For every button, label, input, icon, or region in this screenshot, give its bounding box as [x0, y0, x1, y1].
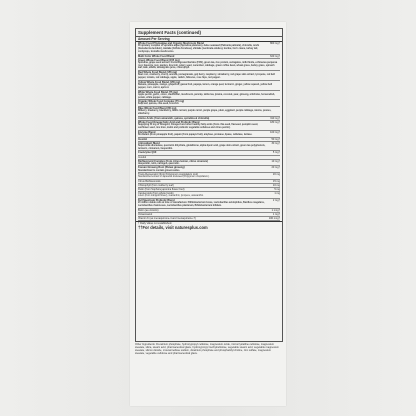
serving-header: Amount Per Serving — [138, 37, 170, 41]
ingredient-name: Whole Food Omega Fatty Acid and Prebiotic Blend — [138, 121, 200, 125]
ingredient-cell — [138, 156, 280, 159]
ingredient-description: Standardized extract of Japanese knotweed (Polygonum cuspidatum). — [138, 176, 210, 179]
ingredient-cell — [138, 209, 272, 212]
ingredient-name: Antioxidant Blend — [138, 141, 160, 145]
ingredient-description: Lutein (from marigold flower), zeaxanthin, lycopene, astaxanthin. — [138, 195, 204, 198]
ingredient-name: Korean Ginseng Root (Panax ginseng) — [138, 166, 185, 170]
ingredient-description: Proprietary complex of spirulina algae (Spirulina platensis), dulse seaweed (Palmaria palmata), chlorella, reishi (Ganoderma lucidum), maitake (Grifola frondosa), shiitake (Lentinula edodes), kombu, lion's mane, turkey tail, cordyceps, tremella mushrooms. — [138, 45, 260, 53]
table-row — [138, 81, 280, 91]
ingredient-name: Trans-Resveratrol (from Polygonum cuspidatum root) — [138, 173, 199, 177]
ingredient-cell — [138, 160, 272, 166]
ingredient-name: Bioflavonoid Complex (from citrus lemon, citrus sinensis) — [138, 159, 209, 163]
table-row — [138, 131, 280, 138]
ingredient-cell — [138, 184, 273, 187]
ingredient-name: Chlorophyll (from mulberry leaf) — [138, 184, 174, 188]
ingredient-amount: 5 mg — [274, 188, 280, 192]
facts-rows — [136, 42, 282, 221]
ingredient-amount: 5 mg† — [272, 151, 280, 155]
ingredient-cell — [138, 121, 270, 130]
ingredient-description: Bilberry, blueberry, blackberry, black currant, purple carrot, purple grape, plum, eggplant, purple cabbage, raisins, prunes, elderberry. — [138, 110, 272, 116]
ingredient-name: Coenzyme Q10 — [138, 151, 157, 155]
ingredient-name: Biotin (as d-biotin) — [138, 209, 159, 213]
ingredient-amount: 800 mg† — [270, 42, 280, 45]
ingredient-name: Amino Acids (from amaranth, quinoa, spirulina & chlorella) — [138, 117, 210, 121]
ingredient-description: Standardized to contain ginsenosides. — [138, 169, 180, 172]
ingredient-name: Carotenoids (from whole foods) — [138, 192, 174, 196]
other-ingredients: Other Ingredients: Di-calcium phosphate, hydroxypropyl cellulose, magnesium oxide, microcrystalline cellulose, magnesium stearate, silica, stearic acid, pharmaceutical glaze, hydroxypropyl methylcellulose, vegetable stearic acid, vegetable magnesium stearate, silicon dioxide, croscarmellose sodium, dicalcium phosphate and phosphatidyl choline, zinc sulfate, magnesium stearate, vegetable cellulose and pharmaceutical glaze. — [135, 343, 279, 356]
ingredient-cell — [138, 213, 273, 216]
ingredient-cell — [138, 81, 280, 90]
ingredient-description: Banana, pineapple, mango, grapefruit, guava fruit, papaya, lemon, orange peel, turmeric, ginger, yellow squash, yellow bell pepper, corn, carrot, apricot. — [138, 83, 273, 89]
ingredient-name: Inositol — [138, 137, 148, 141]
ingredient-amount: 50 mg† — [271, 137, 280, 141]
ingredient-cell — [138, 217, 269, 220]
ingredient-description: Kelp leaf, quinoa, chia seed, broccoli. — [138, 103, 179, 106]
ingredient-description: 20 million viable cells at time of manufacture: Bifidobacterium breve, Lactobacillus acidophilus, Bacillus coagulans, Lactobacillus rhamnosus, Lactobacillus plantarum, Bifidobacterium bifidum. — [138, 202, 265, 208]
ingredient-name: Rutin (from Sophora japonica flower bud) — [138, 188, 185, 192]
ingredient-description: Apple pectin, garlic, onion, cauliflower, mushroom, parsnip, white tea, jicama, coconut, pear, ginseng, artichoke, horseradish, potato, white pepper, cabbage. — [138, 93, 275, 99]
ingredient-name: Multi Color Whole Food Blend — [138, 54, 175, 58]
ingredient-amount: 10 mg — [272, 184, 280, 188]
daily-value-note: † Daily Value not established. — [136, 221, 282, 225]
ingredient-name: Whole Food Phytoalgae and Organic Mushroom Blend — [138, 42, 204, 45]
ingredient-amount: 310 mg† — [270, 117, 280, 121]
ingredient-amount: 100 mg† — [270, 130, 280, 134]
ingredient-cell — [138, 138, 272, 141]
ingredient-cell — [138, 173, 273, 179]
ingredient-amount: 15 mg — [272, 180, 280, 184]
ingredient-cell — [138, 199, 273, 208]
ingredient-cell — [138, 131, 270, 137]
website-note: ††For details, visit naturesplus.com — [138, 225, 208, 231]
ingredient-amount: 1 mg — [274, 192, 280, 196]
ingredient-amount: 20 mg† — [271, 166, 280, 170]
facts-title: Supplement Facts (continued) — [136, 29, 282, 37]
ingredient-description: Hesperidin, rutin, naringen, quercetin. — [138, 162, 180, 165]
ingredient-cell — [138, 180, 273, 183]
ingredient-description: Supplying 50 mg of Omega-3, Omega-6 and other healthy fatty acids (from chia seed, flaxseed, pumpkin seed, sunflower seed, rice bran, inulin and probiotic vegetable cellulose and citrus pectin). — [138, 124, 258, 129]
ingredient-name: Vitamin K (as menaquinone-4 and menaquinone-7) — [138, 217, 196, 221]
ingredient-name: Inositol — [138, 155, 147, 159]
ingredient-amount: 2 mg† — [272, 199, 280, 203]
ingredient-amount: 620 mg† — [270, 54, 280, 58]
ingredient-name: Enzyme Blend — [138, 130, 156, 134]
ingredient-amount: 10 mg† — [271, 159, 280, 163]
ingredient-cell — [138, 151, 273, 154]
ingredient-name: Octacosanol — [138, 213, 153, 217]
ingredient-cell — [138, 100, 280, 106]
ingredient-name: Red Whole Food Blend (155 mg) — [138, 71, 178, 75]
ingredient-cell — [138, 42, 270, 54]
ingredient-description: Superoxide dismutase, quercetin dihydrate, glutathione, alpha-lipoic acid, grape skin extract, green tea polyphenols, turmeric, cinnamon, hesperidin. — [138, 144, 266, 150]
ingredient-cell — [138, 71, 280, 80]
table-row — [138, 107, 280, 117]
ingredient-name: Green Whole Food Blend (155 mg) — [138, 58, 180, 62]
table-row — [138, 71, 280, 81]
ingredient-name: Full Spectrum Probiotic Blend — [138, 199, 175, 203]
ingredient-name: Organic Whole Food Complex (75 mg) — [138, 100, 185, 104]
ingredient-cell — [138, 59, 280, 71]
table-row — [138, 42, 280, 55]
ingredient-cell — [138, 117, 270, 120]
ingredient-amount: 1 mcg† — [271, 209, 280, 213]
ingredient-cell — [138, 188, 274, 191]
ingredient-cell — [138, 142, 272, 151]
ingredient-name: White Whole Food Blend (75 mg) — [138, 90, 178, 94]
ingredient-cell — [138, 107, 280, 116]
ingredient-amount: 180 mg† — [270, 121, 280, 125]
ingredient-description: Bromelain (from pineapple fruit), papain (from papaya fruit), amylase, protease, lipase, cellulase, lactase. — [138, 133, 253, 136]
ingredient-amount: 100 mcg† — [268, 217, 280, 221]
table-row — [138, 121, 280, 131]
ingredient-cell — [138, 91, 280, 100]
ingredient-amount: 30 mg† — [271, 141, 280, 145]
ingredient-description: Beet root, cranberry, cherry, acerola, pomegranate, goji berry, raspberry, strawberry, red grape skin extract, lycopene, red bell pepper, tomato, red cabbage, apple, radish, hibiscus, rose hips, red pepper. — [138, 74, 275, 80]
ingredient-cell — [138, 166, 272, 172]
ingredient-description: Spirulina, grape seed extract, fructooligosaccharides (FOS), green tea, rice protein, astragalus, milk thistle, echinacea purpurea root, liquorice root, parsley, broccoli, celery seed, cucumber, cabbage, green coffee bean, wheat grass, barley grass, spinach leaf, kale, alfalfa, wheatgrass juice, chlorophyll. — [138, 61, 278, 70]
ingredient-amount: 20 mg — [272, 173, 280, 177]
table-row — [138, 199, 280, 209]
supplement-facts-table — [135, 28, 283, 342]
ingredient-cell — [138, 55, 270, 58]
ingredient-cell — [138, 192, 274, 198]
ingredient-name: Citrus Bioflavonoids — [138, 180, 161, 184]
ingredient-name: Blue Whole Food Blend (65 mg) — [138, 107, 177, 111]
ingredient-amount: 1 mg† — [272, 213, 280, 217]
ingredient-name: Yellow Whole Food Blend (155 mg) — [138, 80, 181, 84]
